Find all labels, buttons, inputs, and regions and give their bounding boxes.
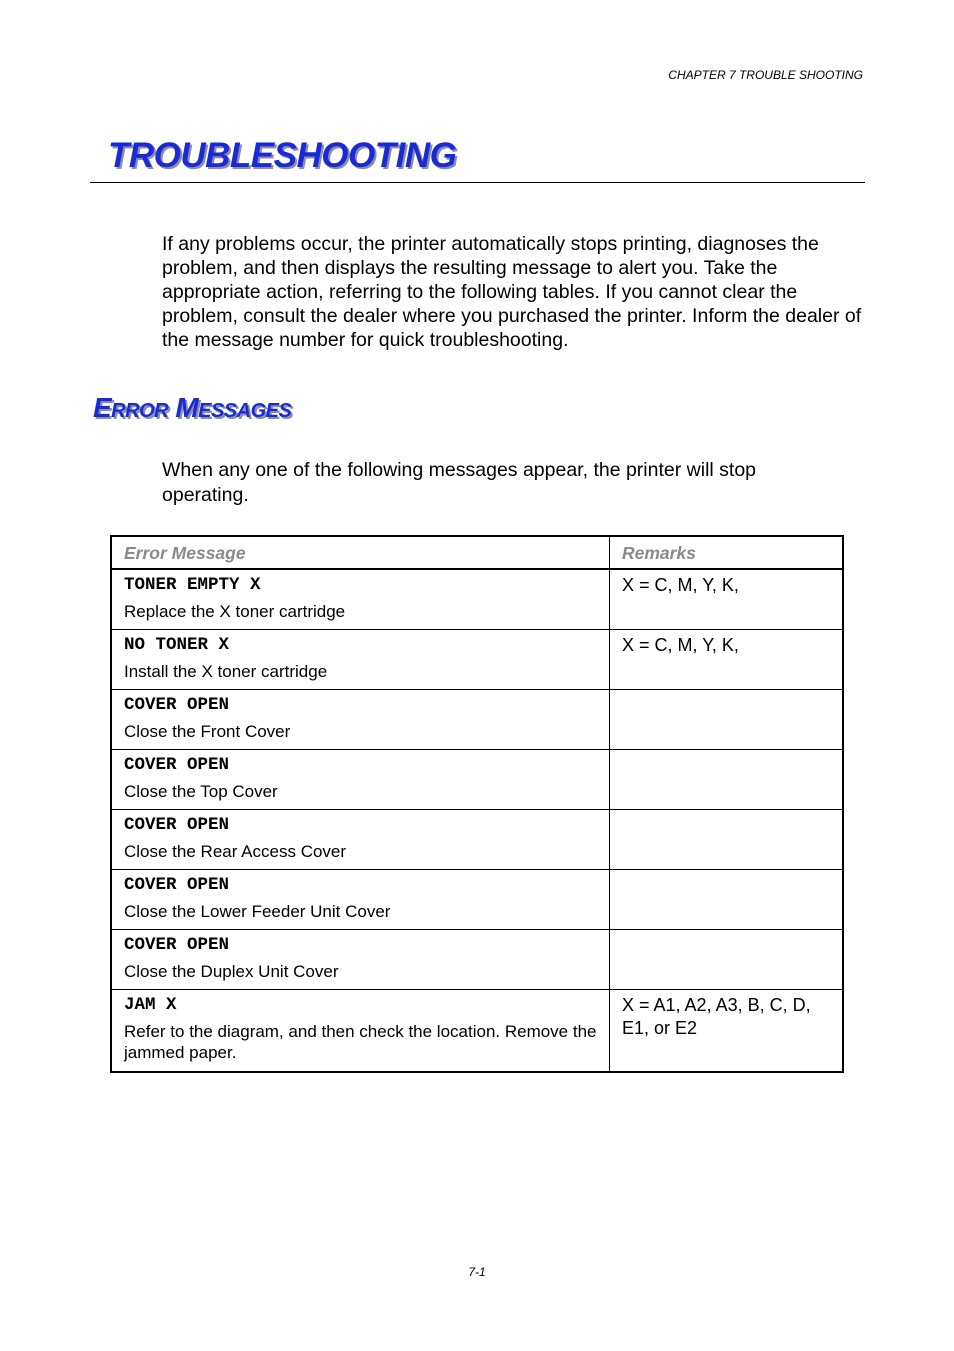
error-description: Close the Duplex Unit Cover [124,962,339,981]
error-code: COVER OPEN [124,875,230,895]
table-row [111,930,843,990]
error-message-cell [111,990,610,1072]
table-row [111,810,843,870]
error-description: Close the Rear Access Cover [124,842,347,861]
table-row [111,750,843,810]
error-message-cell [111,930,610,990]
remarks-cell: X = A1, A2, A3, B, C, D, E1, or E2 [610,990,844,1072]
error-code: COVER OPEN [124,695,230,715]
page-number: 7-1 [468,1265,486,1279]
error-message-cell [111,690,610,750]
column-header-error-message: Error Message [111,536,610,569]
error-description: Install the X toner cartridge [124,662,328,681]
error-code: NO TONER X [124,635,230,655]
error-message-cell [111,750,610,810]
error-description: Replace the X toner cartridge [124,602,346,621]
error-message-cell [111,810,610,870]
error-code: JAM X [124,995,177,1015]
remarks-cell [610,690,844,750]
error-code: COVER OPEN [124,815,230,835]
error-description: Close the Lower Feeder Unit Cover [124,902,391,921]
error-message-cell [111,870,610,930]
error-message-cell [111,569,610,630]
table-row [111,990,843,1072]
error-description: Refer to the diagram, and then check the location. Remove the jammed paper. [124,1022,597,1062]
section-title: Error Messages [93,392,292,423]
remarks-cell [610,810,844,870]
remarks-cell [610,750,844,810]
error-description: Close the Front Cover [124,722,291,741]
remarks-cell: X = C, M, Y, K, [610,630,844,690]
table-row [111,569,843,630]
table-row [111,690,843,750]
intro-paragraph: If any problems occur, the printer automatically stops printing, diagnoses the problem, and then displays the resulting message to alert you. Take the appropriate action, referring to the following tables. If you cannot clear the problem, consult the dealer where you purchased the printer. Inform the dealer of the message number for quick troubleshooting. [162,233,862,351]
column-header-remarks: Remarks [610,536,844,569]
error-message-cell [111,630,610,690]
section-intro-paragraph: When any one of the following messages appear, the printer will stop operating. [162,459,757,506]
error-code: TONER EMPTY X [124,575,261,595]
error-messages-table [110,535,844,1073]
error-code: COVER OPEN [124,935,230,955]
error-description: Close the Top Cover [124,782,278,801]
remarks-cell [610,870,844,930]
page-title: TROUBLESHOOTING [108,136,457,175]
title-divider [90,182,865,183]
table-row [111,630,843,690]
remarks-cell [610,930,844,990]
running-header: CHAPTER 7 TROUBLE SHOOTING [668,68,863,82]
table-row [111,870,843,930]
error-code: COVER OPEN [124,755,230,775]
table-header-row [111,536,843,569]
remarks-cell: X = C, M, Y, K, [610,569,844,630]
